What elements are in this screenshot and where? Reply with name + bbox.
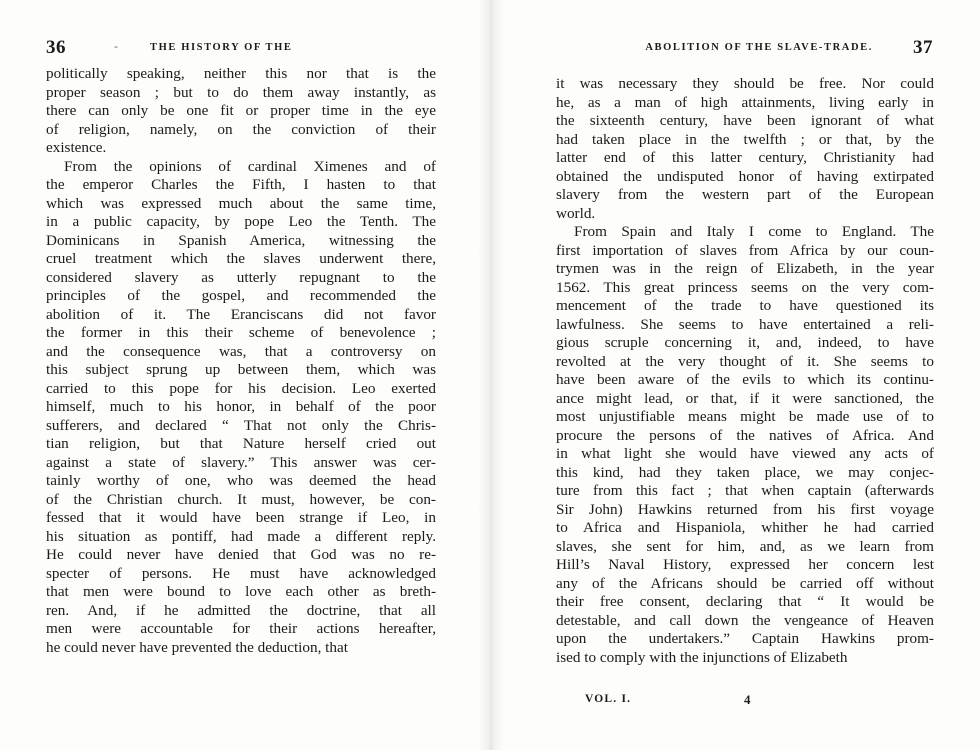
text-line: their free consent, declaring that “ It would be <box>556 593 934 610</box>
text-line: his situation as pontiff, had made a different reply. <box>46 527 436 545</box>
text-line: upon the undertakers.” Captain Hawkins prom- <box>556 630 934 647</box>
left-running-head: THE HISTORY OF THE <box>150 42 293 53</box>
left-page-number: 36 <box>46 37 66 58</box>
right-page <box>490 0 980 750</box>
right-running-head: ABOLITION OF THE SLAVE-TRADE. <box>645 42 873 53</box>
text-line: ture from this fact ; that when captain (afterwards <box>556 482 934 499</box>
text-line: to Africa and Hispaniola, whither he had carried <box>556 519 934 536</box>
left-page-header <box>46 37 432 61</box>
text-line: abolition of it. The Eranciscans did not favor <box>46 305 436 323</box>
text-line: carried to this pope for his decision. Leo exerted <box>46 379 436 397</box>
text-line: this kind, had they taken place, we may conjec- <box>556 463 934 481</box>
volume-signature: VOL. I. <box>585 693 632 705</box>
text-line: latter end of this latter century, Christianity had <box>556 149 934 166</box>
text-line: and the consequence was, that a controversy on <box>46 342 436 360</box>
text-line: in a public capacity, by pope Leo the Tenth. The <box>46 213 436 230</box>
text-line: detestable, and call down the vengeance of Heaven <box>556 611 934 629</box>
text-line: most unjustifiable means might be made use of to <box>556 408 934 425</box>
text-line: ance might lead, or that, if it were sanctioned, the <box>556 389 934 407</box>
text-line: ised to comply with the injunctions of Elizabeth <box>556 648 848 666</box>
text-line: tainly worthy of one, who was deemed the head <box>46 472 436 489</box>
text-line: existence. <box>46 139 107 156</box>
text-line: this subject sprung up between them, which was <box>46 361 436 378</box>
text-line: ren. And, if he admitted the doctrine, that all <box>46 601 436 619</box>
text-line: tian religion, but that Nature herself cried out <box>46 435 436 452</box>
text-line: gious scruple concerning it, and, indeed, to have <box>556 334 934 351</box>
text-line: Sir John) Hawkins returned from his first voyage <box>556 500 934 518</box>
text-line: From the opinions of cardinal Ximenes and of <box>64 157 436 175</box>
text-line: politically speaking, neither this nor that is the <box>46 65 436 82</box>
right-page-number: 37 <box>913 37 933 58</box>
text-line: that men were bound to love each other as breth- <box>46 583 436 600</box>
text-line: Dominicans in Spanish America, witnessing the <box>46 231 436 249</box>
text-line: obtained the undisputed honor of having extirpated <box>556 167 934 185</box>
text-line: himself, much to his honor, in behalf of the poor <box>46 398 436 415</box>
text-line: slaves, she sent for him, and, as we learn from <box>556 537 934 555</box>
text-line: he, as a man of high attainments, living early in <box>556 93 934 111</box>
text-line: the former in this their scheme of benevolence ; <box>46 324 436 341</box>
text-line: cruel treatment which the slaves underwent there, <box>46 250 436 267</box>
text-line: trymen was in the reign of Elizabeth, in the year <box>556 260 934 277</box>
text-line: the sixteenth century, have been ignorant of what <box>556 112 934 129</box>
signature-mark: 4 <box>744 692 752 707</box>
text-line: sufferers, and declared “ That not only the Chris- <box>46 416 436 434</box>
text-line: there can only be one fit or proper time in the eye <box>46 102 436 119</box>
text-line: fessed that it would have been strange if Leo, in <box>46 509 436 526</box>
text-line: He could never have denied that God was no re- <box>46 546 436 563</box>
text-line: slavery from the western part of the European <box>556 186 934 203</box>
text-line: men were accountable for their actions hereafter, <box>46 620 436 637</box>
text-line: mencement of the trade to have questioned its <box>556 297 934 314</box>
text-line: Hill’s Naval History, expressed her concern lest <box>556 556 934 573</box>
text-line: principles of the gospel, and recommended the <box>46 287 436 304</box>
text-line: have been aware of the evils to which its continu- <box>556 371 934 388</box>
text-line: procure the persons of the natives of Africa. And <box>556 426 934 444</box>
right-page-body-text <box>556 75 934 667</box>
text-line: in what light she would have viewed any acts of <box>556 445 934 462</box>
text-line: of the Christian church. It must, however, be con- <box>46 490 436 508</box>
text-line: against a state of slavery.” This answer was cer- <box>46 453 436 471</box>
text-line: the emperor Charles the Fifth, I hasten to that <box>46 176 436 193</box>
text-line: 1562. This great princess seems on the very com- <box>556 278 934 296</box>
text-line: had taken place in the twelfth ; or that, by the <box>556 130 934 148</box>
text-line: revolted at the very thought of it. She seems to <box>556 352 934 370</box>
text-line: first importation of slaves from Africa by our coun- <box>556 241 934 259</box>
right-page-header <box>547 37 933 61</box>
left-page-body-text <box>46 65 436 657</box>
header-dash: - <box>114 39 118 53</box>
text-line: he could never have prevented the deduction, that <box>46 638 348 656</box>
text-line: any of the Africans should be carried off without <box>556 574 934 592</box>
text-line: lawfulness. She seems to have entertained a reli- <box>556 315 934 333</box>
text-line: it was necessary they should be free. Nor could <box>556 75 934 92</box>
text-line: considered slavery as utterly repugnant to the <box>46 268 436 286</box>
text-line: From Spain and Italy I come to England. The <box>574 223 934 240</box>
text-line: specter of persons. He must have acknowledged <box>46 564 436 582</box>
text-line: world. <box>556 204 596 222</box>
text-line: of religion, namely, on the conviction of their <box>46 120 436 138</box>
text-line: which was expressed much about the same time, <box>46 194 436 212</box>
right-page-footer <box>585 693 865 711</box>
text-line: proper season ; but to do them away instantly, as <box>46 83 436 101</box>
